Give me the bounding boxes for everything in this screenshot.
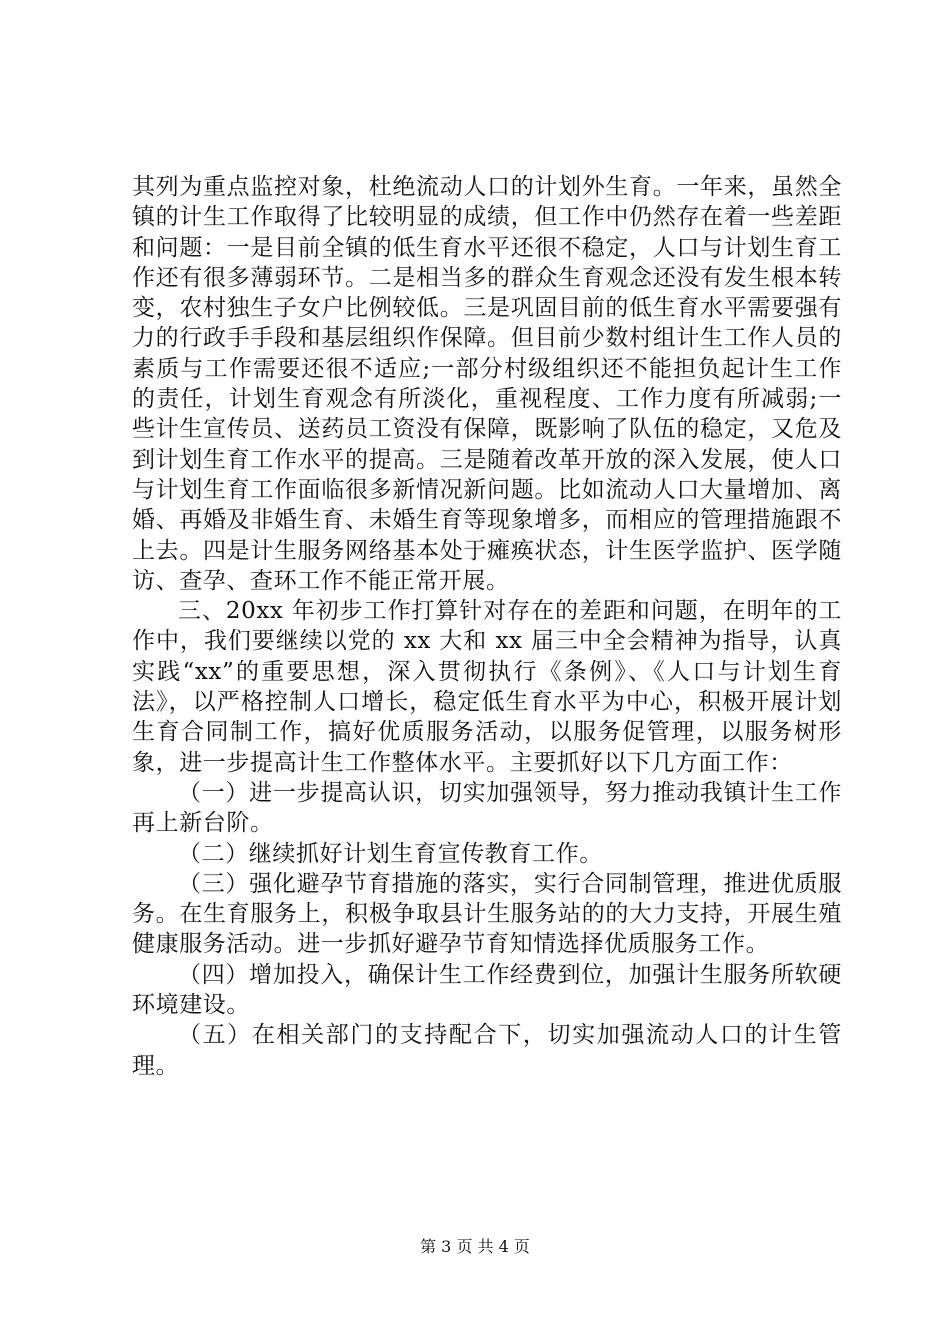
document-body [132, 172, 842, 1081]
paragraph-item-4: （四）增加投入，确保计生工作经费到位，加强计生服务所软硬环境建设。 [132, 961, 842, 1019]
page-footer: 第 3 页 共 4 页 [420, 1237, 530, 1256]
paragraph-item-1: （一）进一步提高认识，切实加强领导，努力推动我镇计生工作再上新台阶。 [132, 779, 842, 837]
paragraph-item-3: （三）强化避孕节育措施的落实，实行合同制管理，推进优质服务。在生育服务上，积极争取县计生服务站的的大力支持，开展生殖健康服务活动。进一步抓好避孕节育知情选择优质服务工作。 [132, 870, 842, 958]
paragraph-work-plan: 三、20xx 年初步工作打算针对存在的差距和问题，在明年的工作中，我们要继续以党的 xx 大和 xx 届三中全会精神为指导，认真实践“xx”的重要思想，深入贯彻执行《条例》、《人口与计划生育法》，以严格控制人口增长，稳定低生育水平为中心，积极开展计划生育合同制工作，搞好优质服务活动，以服务促管理，以服务树形象，进一步提高计生工作整体水平。主要抓好以下几方面工作： [132, 598, 842, 776]
paragraph-problems: 其列为重点监控对象，杜绝流动人口的计划外生育。一年来，虽然全镇的计生工作取得了比较明显的成绩，但工作中仍然存在着一些差距和问题：一是目前全镇的低生育水平还很不稳定，人口与计划生育工作还有很多薄弱环节。二是相当多的群众生育观念还没有发生根本转变，农村独生子女户比例较低。三是巩固目前的低生育水平需要强有力的行政手手段和基层组织作保障。但目前少数村组计生工作人员的素质与工作需要还很不适应;一部分村级组织还不能担负起计生工作的责任，计划生育观念有所淡化，重视程度、工作力度有所减弱;一些计生宣传员、送药员工资没有保障，既影响了队伍的稳定，又危及到计划生育工作水平的提高。三是随着改革开放的深入发展，使人口与计划生育工作面临很多新情况新问题。比如流动人口大量增加、离婚、再婚及非婚生育、未婚生育等现象增多，而相应的管理措施跟不上去。四是计生服务网络基本处于瘫痪状态，计生医学监护、医学随访、查孕、查环工作不能正常开展。 [132, 174, 842, 594]
paragraph-item-5: （五）在相关部门的支持配合下，切实加强流动人口的计生管理。 [132, 1022, 842, 1079]
paragraph-item-2: （二）继续抓好计划生育宣传教育工作。 [178, 840, 603, 867]
